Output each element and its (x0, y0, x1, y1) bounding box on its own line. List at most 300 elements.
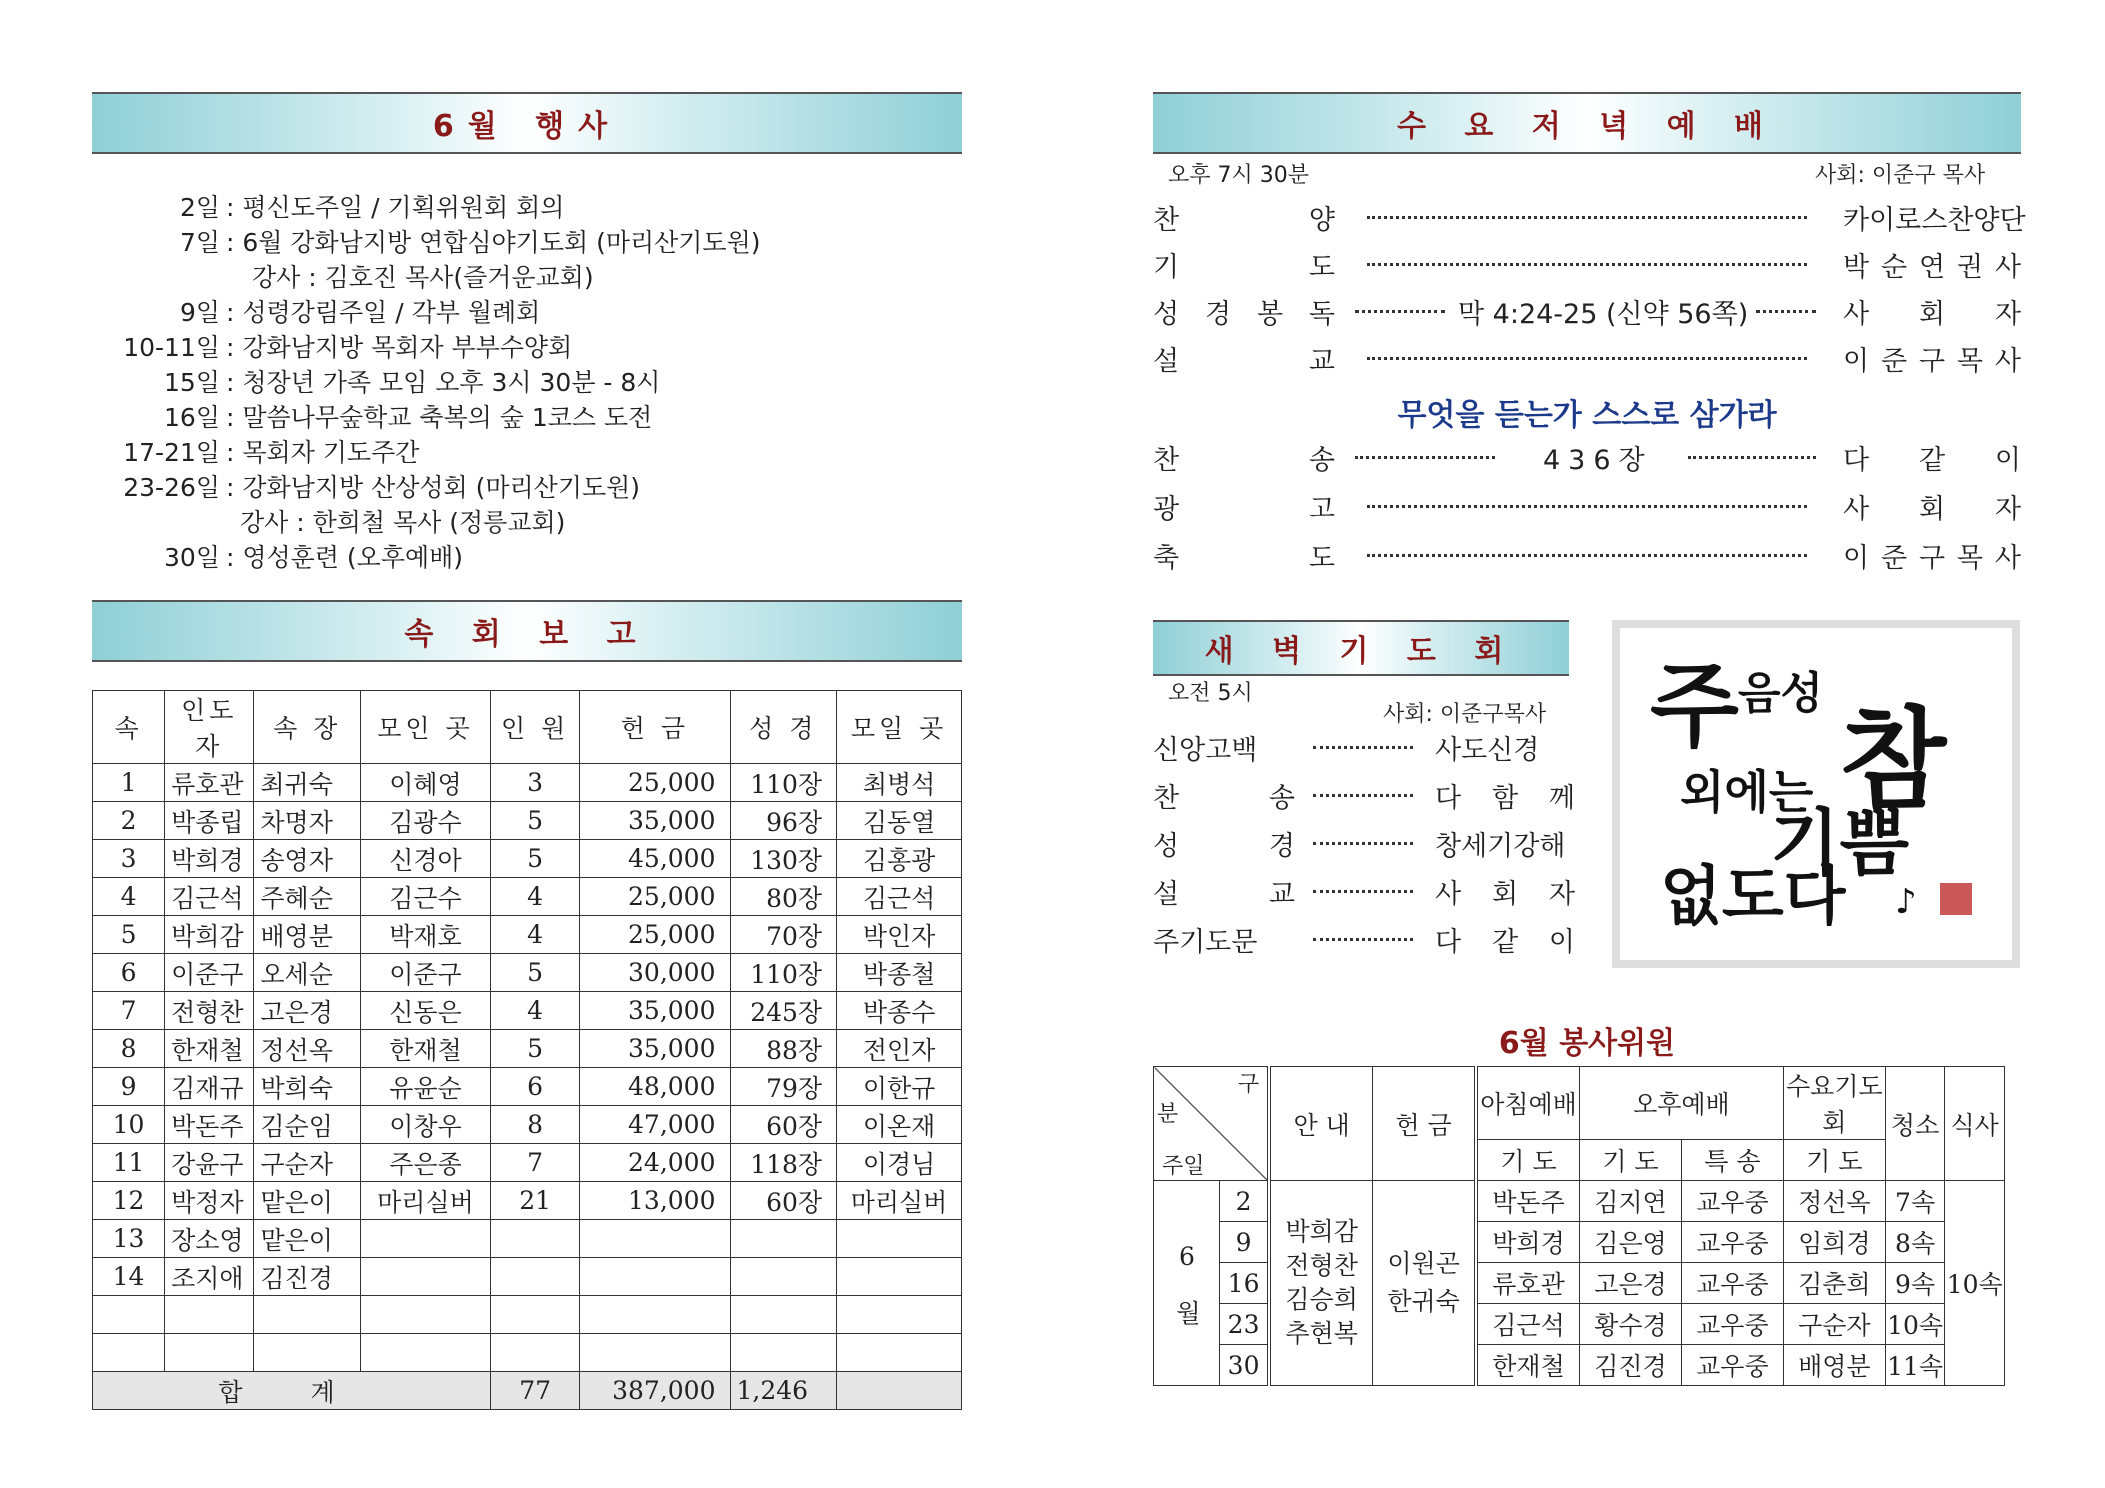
guide-header: 안 내 (1269, 1067, 1372, 1181)
leader-dots (1367, 554, 1807, 557)
col-header: 인 원 (490, 691, 579, 764)
event-text: : 목회자 기도주간 (226, 438, 420, 467)
table-row (93, 1144, 962, 1182)
table-cell: 마리실버 (361, 1182, 491, 1220)
event-date: 10-11일 (123, 333, 220, 362)
table-cell: 이온재 (837, 1106, 962, 1144)
order-label-char: 찬 (1153, 445, 1180, 476)
col-header: 인도자 (165, 691, 254, 764)
table-cell: 오세순 (254, 954, 361, 992)
table-cell: 김진경 (254, 1258, 361, 1296)
svg-text:주: 주 (1650, 652, 1739, 760)
table-cell: 13 (93, 1220, 165, 1258)
table-cell (837, 1220, 962, 1258)
wednesday-prayer-subheader: 기 도 (1783, 1140, 1885, 1181)
table-cell: 박재호 (361, 916, 491, 954)
order-row (1153, 245, 2021, 285)
afternoon-header: 오후예배 (1579, 1067, 1783, 1140)
svg-text:기쁨: 기쁨 (1770, 800, 1910, 885)
order-detail: 436장 (1543, 445, 1653, 476)
table-cell: 이한규 (837, 1068, 962, 1106)
table-cell: 류호관 (165, 764, 254, 802)
table-cell: 12 (93, 1182, 165, 1220)
table-cell: 구순자 (254, 1144, 361, 1182)
event-date: 15일 (164, 368, 220, 397)
table-cell (361, 1258, 491, 1296)
table-cell (93, 1296, 165, 1334)
table-cell: 5 (490, 954, 579, 992)
dawn-leader: 사도신경 (1435, 735, 1540, 766)
order-label-char: 축 (1153, 543, 1180, 574)
table-cell: 9 (93, 1068, 165, 1106)
table-row (93, 1068, 962, 1106)
sokhoe-body (93, 764, 962, 1372)
table-cell: 이혜영 (361, 764, 491, 802)
corner-top: 구 (1237, 1072, 1260, 1097)
order-label (1153, 292, 1335, 331)
table-cell: 전인자 (837, 1030, 962, 1068)
table-cell (730, 1296, 837, 1334)
table-cell: 김근석 (165, 878, 254, 916)
table-cell: 5 (93, 916, 165, 954)
table-cell: 박인자 (837, 916, 962, 954)
table-cell: 35,000 (580, 992, 730, 1030)
table-cell: 장소영 (165, 1220, 254, 1258)
offerer-name: 한귀숙 (1387, 1287, 1460, 1316)
table-cell: 245장 (730, 992, 837, 1030)
table-row (93, 916, 962, 954)
table-cell: 35,000 (580, 802, 730, 840)
col-header: 성 경 (730, 691, 837, 764)
order-row (1153, 339, 2021, 379)
afternoon-prayer: 김진경 (1579, 1345, 1681, 1386)
sokhoe-header (92, 600, 962, 662)
leader-dots (1313, 746, 1413, 749)
dawn-row (1153, 872, 1573, 912)
table-cell: 25,000 (580, 878, 730, 916)
table-cell: 배영분 (254, 916, 361, 954)
table-cell (165, 1334, 254, 1372)
order-label-char: 기 (1153, 252, 1180, 283)
event-date: 7일 (179, 228, 220, 257)
total-empty (837, 1372, 962, 1410)
table-cell: 김재규 (165, 1068, 254, 1106)
sokhoe-total-row (93, 1372, 962, 1410)
morning-prayer: 박돈주 (1476, 1181, 1579, 1222)
table-cell: 30,000 (580, 954, 730, 992)
table-row (93, 1182, 962, 1220)
table-cell: 박희숙 (254, 1068, 361, 1106)
morning-header: 아침예배 (1476, 1067, 1579, 1140)
table-cell: 6 (490, 1068, 579, 1106)
dawn-row (1153, 824, 1573, 864)
table-cell: 정선옥 (254, 1030, 361, 1068)
table-row (93, 1258, 962, 1296)
order-label-char: 찬 (1153, 205, 1180, 236)
svg-text:없도다: 없도다 (1660, 859, 1846, 934)
table-cell: 차명자 (254, 802, 361, 840)
table-cell: 박희경 (165, 840, 254, 878)
table-cell: 전형찬 (165, 992, 254, 1030)
wednesday-time: 오후 7시 30분 (1168, 163, 1309, 188)
wednesday-prayer: 임희경 (1783, 1222, 1885, 1263)
event-text: : 영성훈련 (오후예배) (226, 543, 464, 572)
cleaning-header: 청소 (1885, 1067, 1945, 1181)
order-label-char: 교 (1308, 346, 1335, 377)
event-text: 강사 : 한희철 목사 (정릉교회) (240, 508, 566, 537)
table-cell (730, 1258, 837, 1296)
table-cell (361, 1334, 491, 1372)
table-cell (837, 1334, 962, 1372)
event-date: 2일 (179, 193, 220, 222)
table-cell: 21 (490, 1182, 579, 1220)
day-cell: 23 (1220, 1304, 1270, 1345)
col-header: 모인 곳 (361, 691, 491, 764)
order-label (1153, 245, 1335, 284)
dawn-leader: 사 회 자 (1435, 879, 1575, 910)
table-cell: 118장 (730, 1144, 837, 1182)
table-cell: 한재철 (361, 1030, 491, 1068)
table-cell (730, 1220, 837, 1258)
event-date: 17-21일 (123, 438, 220, 467)
table-cell: 4 (93, 878, 165, 916)
leader-dots (1313, 938, 1413, 941)
morning-prayer: 한재철 (1476, 1345, 1579, 1386)
table-row (93, 992, 962, 1030)
dawn-leader: 창세기강해 (1435, 831, 1566, 862)
table-cell: 3 (93, 840, 165, 878)
table-cell: 김광수 (361, 802, 491, 840)
table-cell: 이창우 (361, 1106, 491, 1144)
table-cell: 박희감 (165, 916, 254, 954)
table-cell: 주혜순 (254, 878, 361, 916)
wednesday-prayer-header: 수요기도회 (1783, 1067, 1885, 1140)
special-song: 교우중 (1681, 1222, 1783, 1263)
table-cell: 14 (93, 1258, 165, 1296)
table-cell: 110장 (730, 764, 837, 802)
morning-prayer: 김근석 (1476, 1304, 1579, 1345)
total-offering: 387,000 (580, 1372, 730, 1410)
volunteer-row (1154, 1181, 2005, 1222)
event-date: 30일 (164, 543, 220, 572)
table-cell: 5 (490, 840, 579, 878)
afternoon-prayer: 고은경 (1579, 1263, 1681, 1304)
table-cell: 이경님 (837, 1144, 962, 1182)
leader-dots (1355, 310, 1445, 313)
leader-dots (1688, 456, 1816, 459)
dawn-label: 설 교 (1153, 879, 1295, 910)
table-cell: 김순임 (254, 1106, 361, 1144)
table-cell: 이준구 (361, 954, 491, 992)
wednesday-host: 사회: 이준구 목사 (1815, 163, 1986, 188)
volunteers-title: 6월 봉사위원 (1498, 1026, 1676, 1061)
order-row (1153, 292, 2021, 332)
event-text: : 청장년 가족 모임 오후 3시 30분 - 8시 (226, 368, 661, 397)
table-cell: 96장 (730, 802, 837, 840)
svg-text:외에는: 외에는 (1680, 765, 1814, 819)
sermon-title: 무엇을 듣는가 스스로 삼가라 (1397, 398, 1777, 433)
table-cell: 신동은 (361, 992, 491, 1030)
order-label-char: 독 (1308, 299, 1335, 330)
special-song-subheader: 특 송 (1681, 1140, 1783, 1181)
table-cell: 맡은이 (254, 1182, 361, 1220)
table-cell: 6 (93, 954, 165, 992)
table-cell: 유윤순 (361, 1068, 491, 1106)
sokhoe-title: 속 회 보 고 (404, 617, 650, 652)
table-cell (580, 1258, 730, 1296)
dawn-title: 새 벽 기 도 회 (1204, 634, 1518, 669)
leader-dots (1313, 794, 1413, 797)
event-text: : 6월 강화남지방 연합심야기도회 (마리산기도원) (226, 228, 761, 257)
table-row (93, 1334, 962, 1372)
dawn-label: 신앙고백 (1153, 735, 1258, 766)
table-cell: 김홍광 (837, 840, 962, 878)
corner-bottom: 주일 (1162, 1154, 1205, 1179)
table-cell: 4 (490, 916, 579, 954)
dawn-host: 사회: 이준구목사 (1383, 702, 1547, 727)
table-cell: 주은종 (361, 1144, 491, 1182)
order-label-char: 고 (1308, 494, 1335, 525)
table-cell: 한재철 (165, 1030, 254, 1068)
table-cell: 5 (490, 1030, 579, 1068)
leader-dots (1367, 263, 1807, 266)
table-cell (361, 1220, 491, 1258)
wednesday-title: 수 요 저 녁 예 배 (1396, 109, 1778, 144)
event-date: 9일 (179, 298, 220, 327)
offerers-cell (1373, 1181, 1476, 1386)
leader-dots (1367, 216, 1807, 219)
offering-header: 헌 금 (1373, 1067, 1476, 1181)
order-leader: 다 같 이 (1843, 445, 2021, 476)
leader-dots (1355, 456, 1495, 459)
table-row (93, 764, 962, 802)
table-cell (490, 1296, 579, 1334)
day-cell: 30 (1220, 1345, 1270, 1386)
cleaning: 7속 (1885, 1181, 1945, 1222)
order-label-char: 성 (1153, 299, 1180, 330)
event-text: : 평신도주일 / 기획위원회 회의 (226, 193, 565, 222)
dawn-label: 주기도문 (1153, 927, 1258, 958)
order-row (1153, 487, 2021, 527)
order-label (1153, 487, 1335, 526)
table-cell (490, 1334, 579, 1372)
event-text: : 강화남지방 목회자 부부수양회 (226, 333, 573, 362)
table-cell: 10 (93, 1106, 165, 1144)
table-cell: 25,000 (580, 916, 730, 954)
order-leader: 사 회 자 (1843, 299, 2021, 330)
order-label-char: 양 (1308, 205, 1335, 236)
guide-name: 김승희 (1285, 1285, 1358, 1314)
event-date: 16일 (164, 403, 220, 432)
table-cell: 7 (93, 992, 165, 1030)
table-cell: 김근석 (837, 878, 962, 916)
table-cell (93, 1334, 165, 1372)
table-cell: 4 (490, 992, 579, 1030)
table-cell (580, 1334, 730, 1372)
leader-dots (1313, 890, 1413, 893)
dawn-time: 오전 5시 (1168, 681, 1253, 706)
wednesday-prayer: 구순자 (1783, 1304, 1885, 1345)
table-cell: 박종철 (837, 954, 962, 992)
svg-text:음성: 음성 (1738, 668, 1824, 719)
table-cell: 8 (93, 1030, 165, 1068)
cleaning: 10속 (1885, 1304, 1945, 1345)
table-cell: 8 (490, 1106, 579, 1144)
corner-cell (1154, 1067, 1270, 1181)
table-cell (580, 1296, 730, 1334)
table-row (93, 954, 962, 992)
dawn-row (1153, 776, 1573, 816)
wednesday-header (1153, 92, 2021, 154)
table-cell (254, 1334, 361, 1372)
order-leader: 카이로스찬양단 (1843, 205, 2026, 236)
order-label-char: 봉 (1256, 299, 1284, 330)
table-cell: 5 (490, 802, 579, 840)
table-cell: 130장 (730, 840, 837, 878)
col-header: 속 (93, 691, 165, 764)
wednesday-prayer: 김춘희 (1783, 1263, 1885, 1304)
table-cell: 이준구 (165, 954, 254, 992)
day-cell: 2 (1220, 1181, 1270, 1222)
table-row (93, 840, 962, 878)
col-header: 모일 곳 (837, 691, 962, 764)
dawn-label: 찬 송 (1153, 783, 1295, 814)
table-cell: 신경아 (361, 840, 491, 878)
table-cell: 110장 (730, 954, 837, 992)
table-row (93, 1106, 962, 1144)
table-cell: 48,000 (580, 1068, 730, 1106)
order-row (1153, 198, 2026, 238)
table-cell: 고은경 (254, 992, 361, 1030)
table-cell: 45,000 (580, 840, 730, 878)
day-cell: 9 (1220, 1222, 1270, 1263)
table-row (93, 1030, 962, 1068)
special-song: 교우중 (1681, 1181, 1783, 1222)
order-leader: 이 준 구 목 사 (1843, 543, 2021, 574)
day-cell: 16 (1220, 1263, 1270, 1304)
table-cell: 11 (93, 1144, 165, 1182)
total-people: 77 (490, 1372, 579, 1410)
table-cell (254, 1296, 361, 1334)
special-song: 교우중 (1681, 1304, 1783, 1345)
table-cell (837, 1258, 962, 1296)
table-row (93, 878, 962, 916)
cleaning: 8속 (1885, 1222, 1945, 1263)
afternoon-prayer: 김은영 (1579, 1222, 1681, 1263)
table-cell (580, 1220, 730, 1258)
morning-prayer: 박희경 (1476, 1222, 1579, 1263)
guide-name: 추현복 (1285, 1319, 1358, 1348)
table-cell: 마리실버 (837, 1182, 962, 1220)
event-date: 23-26일 (123, 473, 220, 502)
meal-header: 식사 (1945, 1067, 2005, 1181)
table-cell: 박종립 (165, 802, 254, 840)
table-cell: 47,000 (580, 1106, 730, 1144)
table-cell: 송영자 (254, 840, 361, 878)
table-cell: 7 (490, 1144, 579, 1182)
table-cell: 김근수 (361, 878, 491, 916)
events-header (92, 92, 962, 154)
meal-cell: 10속 (1945, 1181, 2005, 1386)
events-title: 6월 행사 (432, 109, 622, 144)
leader-dots (1756, 310, 1816, 313)
month-cell: 6 월 (1154, 1181, 1220, 1386)
table-cell: 80장 (730, 878, 837, 916)
total-label: 합 계 (93, 1372, 491, 1410)
total-bible: 1,246 (730, 1372, 837, 1410)
dawn-header (1153, 620, 1569, 676)
order-leader: 사 회 자 (1843, 494, 2021, 525)
table-cell: 3 (490, 764, 579, 802)
table-cell (165, 1296, 254, 1334)
sokhoe-table (92, 690, 962, 1410)
table-cell: 88장 (730, 1030, 837, 1068)
dawn-row (1153, 728, 1573, 768)
table-cell (490, 1258, 579, 1296)
sokhoe-header-row (93, 691, 962, 764)
order-label (1153, 198, 1335, 237)
order-detail: 막 4:24-25 (신약 56쪽) (1458, 299, 1749, 330)
svg-text:참: 참 (1840, 695, 1947, 824)
table-cell: 강윤구 (165, 1144, 254, 1182)
afternoon-prayer-subheader: 기 도 (1579, 1140, 1681, 1181)
order-row (1153, 438, 2021, 478)
table-cell: 1 (93, 764, 165, 802)
corner-mid: 분 (1157, 1102, 1179, 1127)
leader-dots (1367, 357, 1807, 360)
order-label-char: 설 (1153, 346, 1180, 377)
event-text: : 강화남지방 산상성회 (마리산기도원) (226, 473, 641, 502)
table-cell: 60장 (730, 1182, 837, 1220)
table-cell (490, 1220, 579, 1258)
dawn-leader: 다 함 께 (1435, 783, 1575, 814)
dawn-leader: 다 같 이 (1435, 927, 1575, 958)
table-cell: 박종수 (837, 992, 962, 1030)
table-cell: 60장 (730, 1106, 837, 1144)
col-header: 속 장 (254, 691, 361, 764)
order-leader: 박 순 연 권 사 (1843, 252, 2021, 283)
table-cell: 79장 (730, 1068, 837, 1106)
table-cell: 24,000 (580, 1144, 730, 1182)
table-cell: 최귀숙 (254, 764, 361, 802)
event-text: : 성령강림주일 / 각부 월례회 (226, 298, 541, 327)
event-text: : 말씀나무숲학교 축복의 숲 1코스 도전 (226, 403, 653, 432)
col-header: 헌 금 (580, 691, 730, 764)
table-cell: 25,000 (580, 764, 730, 802)
volunteers-body (1154, 1181, 2005, 1386)
table-cell: 박정자 (165, 1182, 254, 1220)
afternoon-prayer: 김지연 (1579, 1181, 1681, 1222)
svg-text:♪: ♪ (1895, 882, 1917, 922)
order-row (1153, 536, 2021, 576)
leader-dots (1313, 842, 1413, 845)
order-leader: 이 준 구 목 사 (1843, 346, 2021, 377)
table-cell: 2 (93, 802, 165, 840)
guide-name: 박희감 (1285, 1217, 1358, 1246)
order-label (1153, 339, 1335, 378)
special-song: 교우중 (1681, 1345, 1783, 1386)
table-cell: 박돈주 (165, 1106, 254, 1144)
table-row (93, 1220, 962, 1258)
guides-cell (1269, 1181, 1372, 1386)
morning-prayer: 류호관 (1476, 1263, 1579, 1304)
order-label-char: 도 (1308, 252, 1335, 283)
table-cell: 김동열 (837, 802, 962, 840)
offerer-name: 이원곤 (1387, 1249, 1460, 1278)
leader-dots (1367, 505, 1807, 508)
table-cell: 13,000 (580, 1182, 730, 1220)
table-row (93, 1296, 962, 1334)
